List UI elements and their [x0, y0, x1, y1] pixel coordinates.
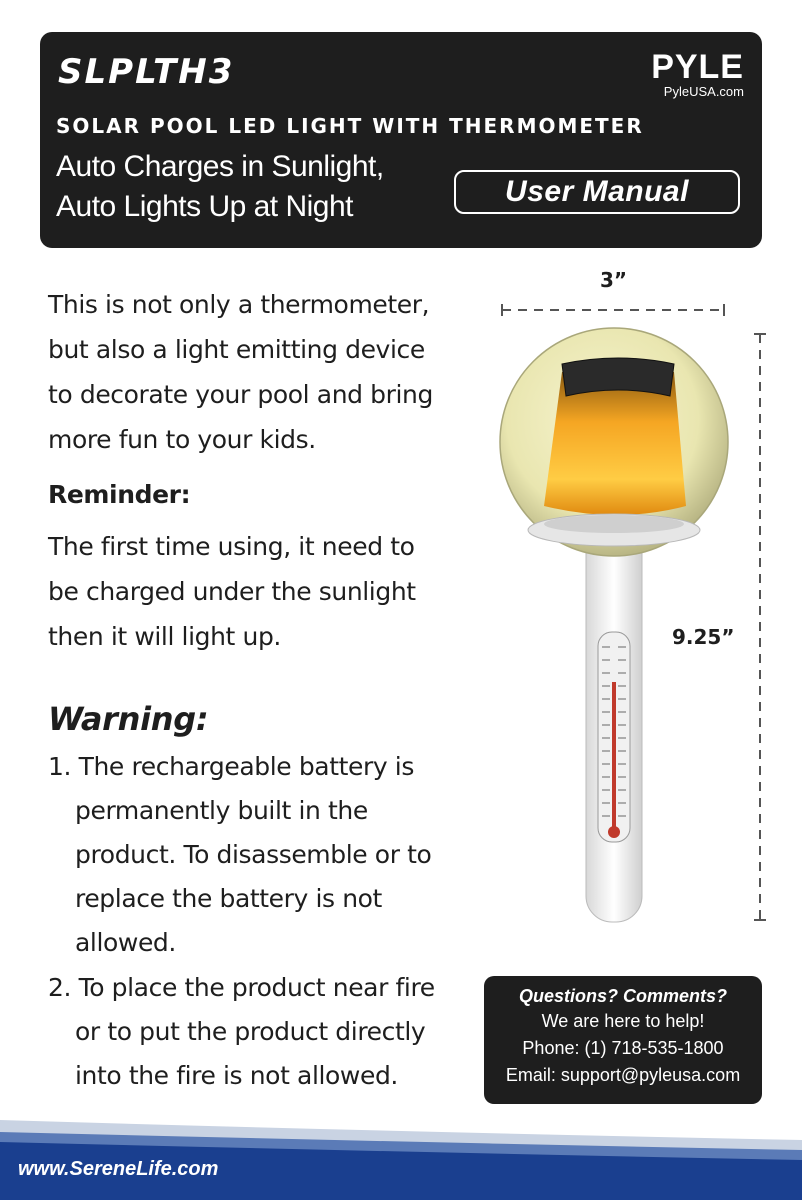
warning-line: product. To disassemble or to: [75, 840, 432, 869]
footer-band: [0, 1110, 802, 1200]
warning-line: 2. To place the product near fire: [48, 973, 435, 1002]
brand-name: PYLE: [651, 48, 744, 86]
contact-email: Email: support@pyleusa.com: [505, 1065, 741, 1085]
user-manual-badge: User Manual: [454, 170, 740, 214]
height-dimension-label: 9.25”: [672, 625, 735, 649]
contact-box: [484, 976, 762, 1104]
warning-item-2: [48, 966, 435, 1098]
reminder-line: then it will light up.: [48, 622, 281, 651]
intro-line: but also a light emitting device: [48, 335, 425, 364]
intro-line: to decorate your pool and bring: [48, 380, 433, 409]
contact-help: We are here to help!: [541, 1011, 705, 1031]
tagline-line-2: Auto Lights Up at Night: [56, 190, 354, 223]
reminder-line: be charged under the sunlight: [48, 577, 416, 606]
warning-line: or to put the product directly: [75, 1017, 426, 1046]
header-panel: [40, 32, 762, 248]
contact-question: Questions? Comments?: [518, 986, 728, 1006]
intro-line: This is not only a thermometer,: [48, 290, 430, 319]
intro-line: more fun to your kids.: [48, 425, 316, 454]
brand-url: PyleUSA.com: [663, 84, 744, 99]
thermometer-mercury: [612, 682, 616, 832]
width-dimension-label: 3”: [600, 268, 628, 292]
warning-line: 1. The rechargeable battery is: [48, 752, 414, 781]
reminder-heading: Reminder:: [48, 480, 191, 509]
product-illustration: [490, 292, 780, 942]
warning-line: allowed.: [75, 928, 176, 957]
warning-item-1: [48, 745, 431, 965]
brand-logo: [651, 50, 744, 100]
intro-paragraph: [48, 282, 478, 462]
warning-line: permanently built in the: [75, 796, 368, 825]
warning-line: replace the battery is not: [75, 884, 382, 913]
tagline-line-1: Auto Charges in Sunlight,: [56, 150, 384, 183]
warning-heading: Warning:: [48, 700, 209, 738]
solar-panel: [562, 358, 674, 396]
reminder-paragraph: [48, 524, 416, 659]
footer-website: www.SereneLife.com: [18, 1158, 219, 1180]
reminder-line: The first time using, it need to: [48, 532, 415, 561]
contact-phone: Phone: (1) 718-535-1800: [522, 1038, 724, 1058]
product-subtitle: SOLAR POOL LED LIGHT WITH THERMOMETER: [56, 114, 644, 138]
model-number: SLPLTH3: [58, 52, 235, 92]
warning-line: into the fire is not allowed.: [75, 1061, 398, 1090]
